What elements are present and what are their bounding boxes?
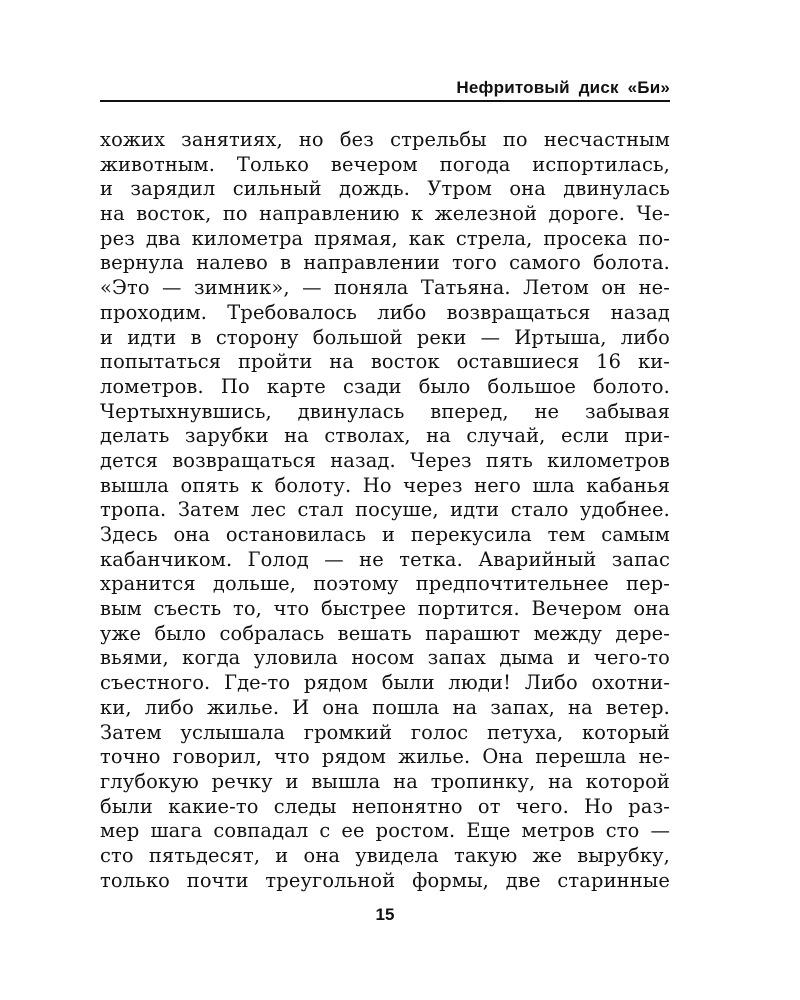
text-line: Здесь она остановилась и перекусила тем самым	[100, 523, 670, 546]
text-line: вернула налево в направлении того самого болота.	[100, 251, 670, 275]
text-line: Затем услышала громкий голос петуха, который	[100, 720, 670, 744]
book-title-header: Нефритовый диск «Би»	[456, 78, 670, 97]
text-line: лометров. По карте сзади было большое болото.	[100, 374, 670, 398]
text-line: и идти в сторону большой реки — Иртыша, либо	[100, 325, 670, 349]
text-line: съестного. Где-то рядом были люди! Либо охотни-	[100, 671, 670, 695]
text-line: рез два километра прямая, как стрела, просека по-	[100, 226, 670, 250]
text-line: животным. Только вечером погода испортилась,	[100, 152, 670, 176]
text-line: глубокую речку и вышла на тропинку, на которой	[100, 769, 670, 793]
text-line: попытаться пройти на восток оставшиеся 16 ки-	[100, 350, 670, 374]
text-line: точно говорил, что рядом жилье. Она перешла не-	[100, 745, 670, 769]
text-line: вым съесть то, что быстрее портится. Вечером она	[100, 597, 670, 621]
text-line: ки, либо жилье. И она пошла на запах, на ветер.	[100, 695, 670, 719]
text-line: сто пятьдесят, и она увидела такую же вырубку,	[100, 843, 670, 867]
text-line: кабанчиком. Голод — не тетка. Аварийный запас	[100, 547, 670, 571]
text-line: только почти треугольной формы, две старинные	[100, 868, 670, 892]
running-header	[100, 74, 670, 102]
text-line: уже было собралась вешать парашют между дере-	[100, 621, 670, 645]
text-line: на восток, по направлению к железной дороге. Че-	[100, 202, 670, 226]
text-line: Чертыхнувшись, двинулась вперед, не забывая	[100, 399, 670, 423]
text-line: проходим. Требовалось либо возвращаться назад	[100, 300, 670, 324]
text-line: делать зарубки на стволах, на случай, если при-	[100, 424, 670, 448]
text-line: мер шага совпадал с ее ростом. Еще метров сто —	[100, 819, 670, 843]
text-line: хранится дольше, поэтому предпочтительнее пер-	[100, 572, 670, 596]
text-line: тропа. Затем лес стал посуше, идти стало удобнее.	[100, 498, 670, 522]
body-text	[100, 128, 670, 893]
text-line: «Это — зимник», — поняла Татьяна. Летом он не-	[100, 276, 670, 300]
text-line: и зарядил сильный дождь. Утром она двинулась	[100, 177, 670, 201]
text-line: вышла опять к болоту. Но через него шла кабанья	[100, 473, 670, 497]
page-number: 15	[375, 905, 395, 924]
text-line: дется возвращаться назад. Через пять километров	[100, 448, 670, 472]
text-line: хожих занятиях, но без стрельбы по несчастным	[100, 128, 670, 151]
text-line: были какие-то следы непонятно от чего. Но раз-	[100, 794, 670, 818]
text-line: вьями, когда уловила носом запах дыма и чего-то	[100, 646, 670, 670]
